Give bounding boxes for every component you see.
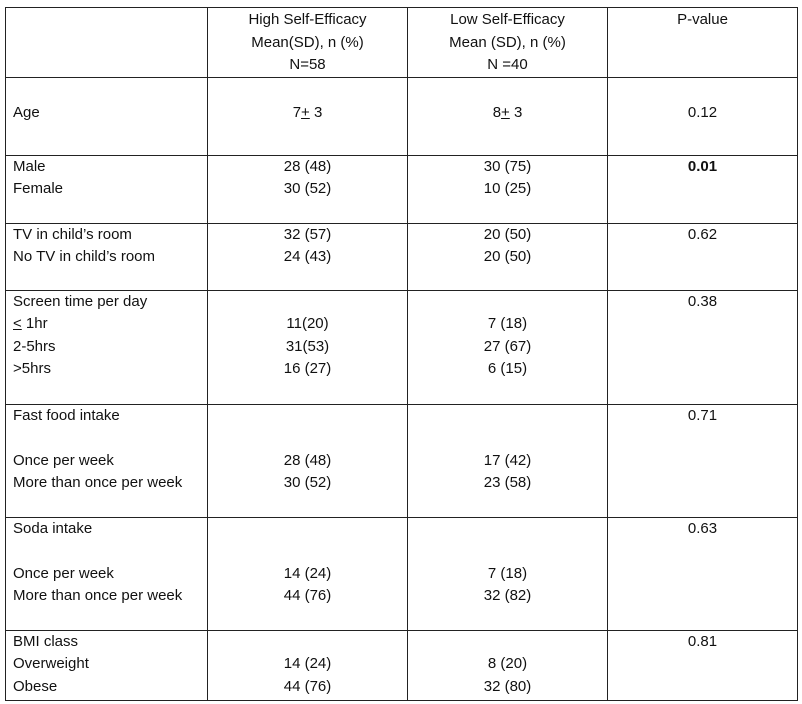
row-tv [6, 223, 798, 290]
tv-high-yes: 32 (57) [283, 225, 332, 243]
bmi-label [6, 630, 208, 700]
header-low-self-efficacy [408, 8, 608, 78]
fastfood-low-1: 17 (42) [483, 451, 532, 469]
screen-label-1: < 1hr [13, 315, 48, 332]
sex-label-male: Male [13, 157, 46, 175]
screen-low [408, 290, 608, 404]
fastfood-label [6, 404, 208, 517]
age-high-value: 7+ 3 [292, 103, 323, 121]
age-label-text: Age [13, 103, 40, 121]
screen-high-3: 16 (27) [283, 360, 332, 377]
screen-title: Screen time per day [13, 292, 148, 310]
soda-high-2: 44 (76) [283, 587, 332, 604]
age-p-value: 0.12 [687, 103, 718, 121]
tv-label-no: No TV in child’s room [13, 248, 156, 265]
screen-low-1: 7 (18) [487, 315, 528, 332]
row-bmi [6, 630, 798, 700]
tv-p-value: 0.62 [687, 225, 718, 243]
sex-high-female: 30 (52) [283, 180, 332, 197]
tv-low [408, 223, 608, 290]
tv-high-no: 24 (43) [283, 248, 332, 265]
bmi-p-value: 0.81 [687, 632, 718, 650]
soda-label [6, 517, 208, 630]
sex-p [608, 155, 798, 223]
soda-high [208, 517, 408, 630]
age-p [608, 77, 798, 155]
row-soda [6, 517, 798, 630]
tv-p [608, 223, 798, 290]
tv-label-yes: TV in child’s room [13, 225, 132, 243]
age-low-value: 8+ 3 [492, 103, 523, 121]
bmi-low-2: 32 (80) [483, 677, 532, 695]
screen-p [608, 290, 798, 404]
screen-label-3: >5hrs [13, 360, 51, 377]
fastfood-low [408, 404, 608, 517]
sex-label [6, 155, 208, 223]
row-fast-food [6, 404, 798, 517]
soda-low [408, 517, 608, 630]
fastfood-high-2: 30 (52) [283, 474, 332, 491]
fastfood-high-1: 28 (48) [283, 451, 332, 469]
sex-p-value: 0.01 [687, 157, 718, 175]
tv-low-no: 20 (50) [483, 248, 532, 265]
soda-p [608, 517, 798, 630]
bmi-low [408, 630, 608, 700]
bmi-title: BMI class [13, 632, 79, 650]
fastfood-label-2: More than once per week [13, 474, 183, 491]
screen-label-2: 2-5hrs [13, 337, 56, 355]
fastfood-high [208, 404, 408, 517]
sex-low [408, 155, 608, 223]
soda-high-1: 14 (24) [283, 564, 332, 582]
self-efficacy-table [5, 7, 798, 701]
age-high [208, 77, 408, 155]
sex-low-male: 30 (75) [483, 157, 532, 175]
screen-low-2: 27 (67) [483, 337, 532, 355]
tv-high [208, 223, 408, 290]
screen-high-2: 31(53) [285, 337, 330, 355]
fastfood-p [608, 404, 798, 517]
soda-label-1: Once per week [13, 564, 114, 582]
header-high-line-2: Mean(SD), n (%) [251, 33, 364, 51]
header-low-line-1: Low Self-Efficacy [450, 11, 565, 28]
sex-high-male: 28 (48) [283, 157, 332, 175]
header-variable [6, 8, 208, 78]
screen-label [6, 290, 208, 404]
age-low [408, 77, 608, 155]
bmi-label-1: Overweight [13, 655, 89, 672]
header-high-line-3: N=58 [289, 56, 326, 73]
header-low-line-3: N =40 [487, 56, 528, 73]
row-screen-time [6, 290, 798, 404]
tv-label [6, 223, 208, 290]
fastfood-p-value: 0.71 [687, 406, 718, 424]
fastfood-title: Fast food intake [13, 406, 120, 424]
soda-p-value: 0.63 [687, 519, 718, 537]
header-p-value-label: P-value [677, 11, 728, 28]
row-sex [6, 155, 798, 223]
bmi-high [208, 630, 408, 700]
screen-high [208, 290, 408, 404]
header-p-value [608, 8, 798, 78]
screen-p-value: 0.38 [687, 292, 718, 310]
header-row [6, 8, 798, 78]
screen-low-3: 6 (15) [487, 360, 528, 377]
sex-low-female: 10 (25) [483, 180, 532, 197]
header-high-self-efficacy [208, 8, 408, 78]
soda-low-2: 32 (82) [483, 587, 532, 604]
fastfood-low-2: 23 (58) [483, 474, 532, 491]
sex-label-female: Female [13, 180, 64, 197]
soda-label-2: More than once per week [13, 587, 183, 604]
age-label [6, 77, 208, 155]
bmi-high-2: 44 (76) [283, 677, 332, 695]
bmi-label-2: Obese [13, 677, 58, 695]
fastfood-label-1: Once per week [13, 451, 114, 469]
screen-high-1: 11(20) [286, 315, 329, 332]
bmi-high-1: 14 (24) [283, 655, 332, 672]
row-age [6, 77, 798, 155]
bmi-low-1: 8 (20) [487, 655, 528, 672]
bmi-p [608, 630, 798, 700]
header-low-line-2: Mean (SD), n (%) [449, 33, 566, 51]
sex-high [208, 155, 408, 223]
tv-low-yes: 20 (50) [483, 225, 532, 243]
header-high-line-1: High Self-Efficacy [248, 11, 367, 28]
soda-title: Soda intake [13, 519, 93, 537]
soda-low-1: 7 (18) [487, 564, 528, 582]
